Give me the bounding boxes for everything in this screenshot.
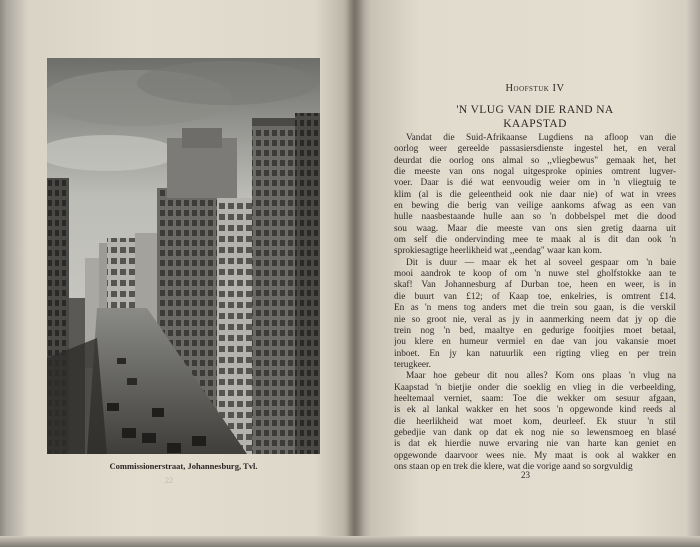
text-line: deurdat die oorlog ons almal so ,,vliegbewus" gemaak het, het	[394, 155, 676, 166]
left-page-number: 22	[165, 476, 173, 485]
paragraph	[394, 133, 676, 258]
page-bottom-edge	[0, 536, 700, 547]
text-line: Maar hoe gebeur dit nou alles? Kom ons plaas 'n vlug na	[406, 371, 676, 382]
text-line: oorlog weer gereelde passasiersdienste ingestel het, en veral	[394, 144, 676, 155]
text-line: inboet. En jy kan natuurlik een rigting vlieg en per trein	[394, 348, 676, 359]
text-line: is ek al lankal wakker en het soos 'n opgewonde kind reeds al	[394, 405, 676, 416]
text-line: en bewing die berig van veilige aankoms afwag as een van	[394, 201, 676, 212]
text-line: Kaapstad 'n bietjie onder die soeklig en vlieg in die verbeelding,	[394, 382, 676, 393]
text-line: opgewonde daarvoor wees nie. My maat is ook al wakker en	[394, 450, 676, 461]
text-line: heeltemaal verniet, saam: Toe die wekker om sesuur afgaan,	[394, 393, 676, 404]
text-line: die heerlikheid wat moet kom, deurleef. Ek stuur 'n stil	[394, 416, 676, 427]
text-line: sprokiesagtige heerlikheid wat ,,eendag" waar kan kom.	[394, 246, 602, 257]
photo-caption: Commissionerstraat, Johannesburg, Tvl.	[109, 461, 258, 471]
chapter-title	[430, 103, 640, 131]
street-scene-image	[47, 58, 320, 454]
photograph-city-street	[47, 58, 320, 454]
chapter-body-text	[394, 133, 676, 473]
chapter-title-line: KAAPSTAD	[503, 118, 567, 130]
paragraph	[394, 371, 676, 473]
text-line: terugkeer.	[394, 359, 431, 370]
text-line: jou klere en humeur vermiel en dae van jou vakansie moet	[394, 337, 676, 348]
text-line: die meeste van ons nogal uitgesproke opinies omtrent lugver-	[394, 167, 676, 178]
text-line: Dit is duur — maar ek het al soveel gespaar om 'n baie	[406, 257, 676, 268]
text-line: om self die ondervinding mee te maak al is dit dan ook 'n	[394, 235, 676, 246]
text-line: mooi aandrok te koop of om 'n nuwe stel gholfstokke aan te	[394, 269, 676, 280]
chapter-label: Hoofstuk IV	[505, 83, 565, 94]
text-line: gebedjie van dank op dat ek nog nie so lewensmoeg en blasé	[394, 427, 676, 438]
text-line: Vandat die Suid-Afrikaanse Lugdiens na afloop van die	[406, 133, 676, 143]
text-line: skaf! Van Johannesburg af Durban toe, heen en weer, is in	[394, 280, 676, 291]
text-line: En as 'n mens tog anders met die trein sou gaan, is die verskil	[394, 303, 676, 314]
text-line: nie so groot nie, veral as jy in aanmerking neem dat jy op die	[394, 314, 676, 325]
text-line: sou waag. Maar die meeste van ons sien gretig daarna uit	[394, 223, 676, 234]
book-gutter	[343, 0, 365, 547]
text-line: klim (al is die geleentheid ook nie daar nie) of wat in vrees	[394, 189, 676, 200]
chapter-title-line: 'N VLUG VAN DIE RAND NA	[456, 104, 614, 116]
text-line: hulle naasbestaande hulle aan so 'n dobbelspel met die dood	[394, 212, 676, 223]
text-line: voer. Daar is dié wat eenvoudig weier om in 'n vliegtuig te	[394, 178, 676, 189]
right-page-number: 23	[521, 470, 530, 480]
paragraph	[394, 258, 676, 371]
text-line: is dat ek hierdie nuwe ervaring nie van harte kan geniet en	[394, 439, 676, 450]
text-line: trein nog 'n bed, maaltye en gedurige fooitjies moet betaal,	[394, 325, 676, 336]
text-line: die buurt van £12; of Kaap toe, enkelries, is omtrent £14.	[394, 291, 676, 302]
text-line: ons staan op en trek die klere, wat die vorige aand so sorgvuldig	[394, 461, 633, 472]
